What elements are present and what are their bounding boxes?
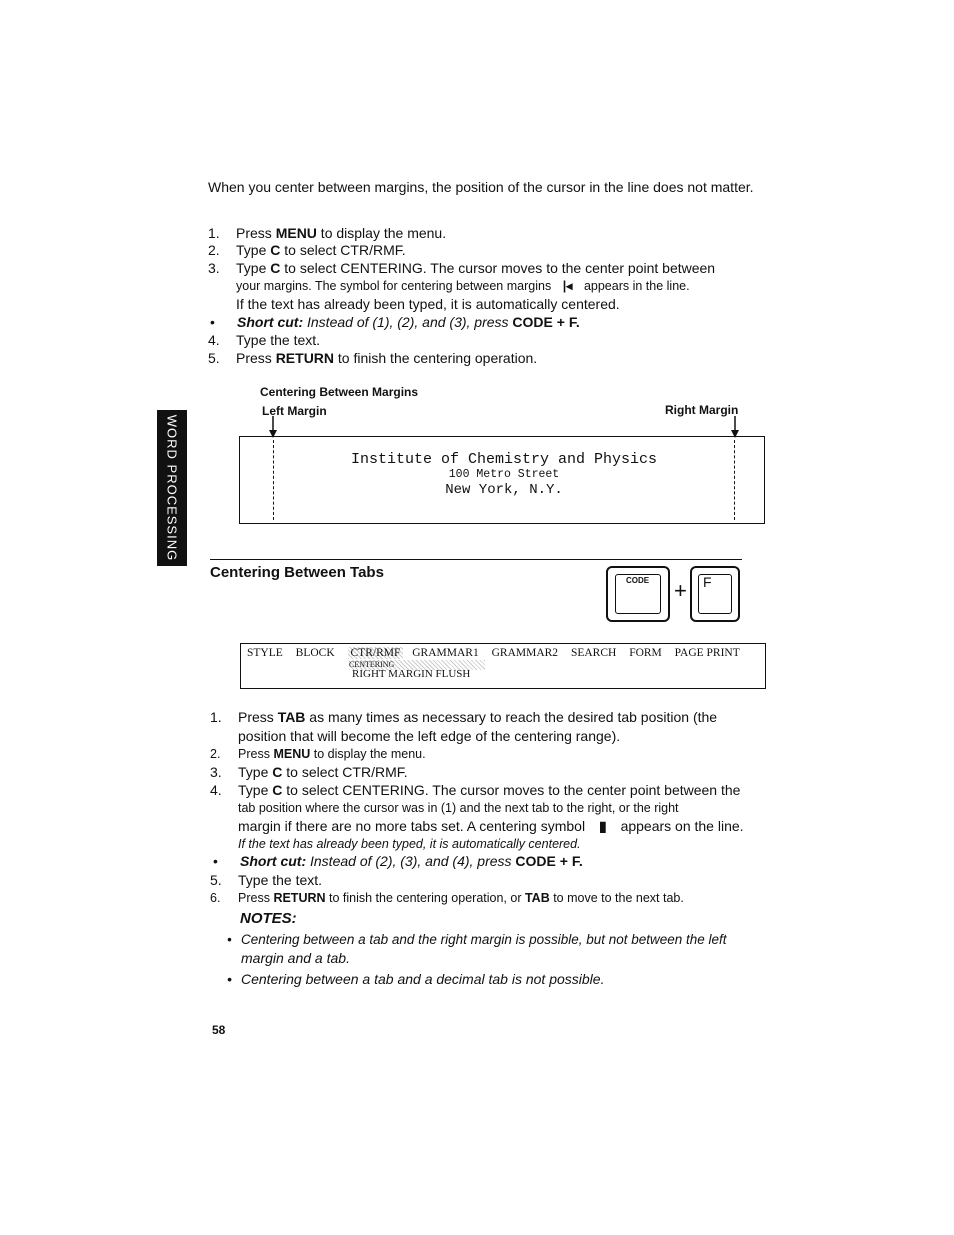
step-number: 5. [210, 872, 222, 888]
step-key: MENU [275, 225, 317, 241]
step-key: C [272, 764, 283, 780]
tab-step-4-cont3 [238, 835, 778, 853]
bullet: • [227, 971, 232, 987]
shortcut-label: Short cut: [240, 853, 307, 869]
diagram-line-3: New York, N.Y. [445, 482, 563, 498]
center-margin-symbol-icon: |◂ [562, 279, 573, 293]
step-text: Type [236, 242, 271, 258]
step-text: to select CTR/RMF. [282, 764, 408, 780]
bullet: • [213, 853, 218, 869]
step-text: appears on the line. [620, 818, 744, 834]
step-key: RETURN [273, 891, 326, 905]
note-text: Centering between a tab and the right margin is possible, but not between the left [241, 932, 727, 947]
step-key: C [270, 242, 281, 258]
step-text: appears in the line. [583, 279, 690, 293]
menu-bar [247, 647, 740, 659]
shortcut-keys: CODE + F. [515, 853, 583, 869]
shortcut-label: Short cut: [237, 314, 304, 330]
page-number: 58 [212, 1023, 226, 1037]
step-key: TAB [277, 709, 306, 725]
menu-item-page-print: PAGE PRINT [674, 647, 740, 659]
step-number: 4. [210, 782, 222, 798]
step-text: Type the text. [236, 332, 321, 348]
menu-item-block: BLOCK [295, 647, 335, 659]
diagram-line-2: 100 Metro Street [448, 468, 560, 481]
shortcut-keys: CODE + F. [512, 314, 580, 330]
margin-step-3-cont1 [236, 277, 776, 295]
step-text: your margins. The symbol for centering between margins [236, 279, 552, 293]
right-margin-label: Right Margin [665, 403, 739, 417]
code-key-icon [606, 566, 670, 622]
menu-item-search: SEARCH [570, 647, 617, 659]
step-number: 6. [210, 891, 221, 905]
step-text: Press [238, 709, 278, 725]
step-number: 3. [210, 764, 222, 780]
step-text: to move to the next tab. [549, 891, 684, 905]
step-text: Type the text. [238, 872, 323, 888]
step-key: C [270, 260, 281, 276]
step-text: as many times as necessary to reach the desired tab position (the [305, 709, 718, 725]
step-text: to finish the centering operation. [334, 350, 538, 366]
tab-step-4-cont1: tab position where the cursor was in (1) and the next tab to the right, or the right [238, 801, 679, 815]
step-number: 1. [210, 709, 222, 725]
menu-item-grammar1: GRAMMAR1 [412, 647, 479, 659]
submenu-right-margin-flush: RIGHT MARGIN FLUSH [352, 668, 471, 680]
step-text: margin if there are no more tabs set. A centering symbol [238, 818, 586, 834]
section-divider [210, 559, 742, 560]
step-key: MENU [273, 747, 311, 761]
tab-center-symbol-icon: ▮ [598, 818, 607, 834]
menu-item-form: FORM [629, 647, 662, 659]
step-text: to select CTR/RMF. [280, 242, 406, 258]
section-title: Centering Between Tabs [210, 564, 384, 581]
step-key: C [272, 782, 283, 798]
submenu-centering: CENTERING [349, 660, 485, 670]
menu-item-grammar2: GRAMMAR2 [491, 647, 559, 659]
shortcut-text: Instead of (1), (2), and (3), press [303, 314, 513, 330]
step-number: 2. [210, 747, 221, 761]
step-number: 5. [208, 350, 220, 366]
step-text: to display the menu. [310, 747, 426, 761]
step-text: to display the menu. [316, 225, 447, 241]
step-text: Type [238, 764, 273, 780]
margin-step-3-cont2: If the text has already been typed, it is automatically centered. [236, 296, 620, 312]
diagram-line-1: Institute of Chemistry and Physics [350, 451, 658, 468]
side-tab [157, 410, 187, 566]
step-text: Press [236, 350, 276, 366]
step-text: Type [236, 260, 271, 276]
step-number: 4. [208, 332, 220, 348]
diagram-title: Centering Between Margins [260, 385, 419, 399]
notes-title: NOTES: [240, 910, 297, 927]
plus-sign: + [674, 578, 687, 603]
intro-paragraph: When you center between margins, the position of the cursor in the line does not matter. [208, 179, 754, 195]
code-key-label: CODE [626, 576, 650, 585]
step-text: If the text has already been typed, it is automatically centered. [238, 837, 581, 851]
bullet: • [210, 314, 215, 330]
tab-step-1-cont: position that will become the left edge of the centering range). [238, 728, 621, 744]
step-number: 2. [208, 242, 220, 258]
left-margin-line [273, 440, 274, 520]
step-key: RETURN [275, 350, 335, 366]
menu-item-ctr-rmf: CTR/RMF [348, 647, 404, 659]
step-text: to select CENTERING. The cursor moves to the center point between [280, 260, 716, 276]
step-text: to select CENTERING. The cursor moves to the center point between the [282, 782, 741, 798]
left-margin-label: Left Margin [262, 404, 327, 418]
step-number: 1. [208, 225, 220, 241]
step-number: 3. [208, 260, 220, 276]
bullet: • [227, 932, 232, 947]
step-text: Press [236, 225, 276, 241]
note-1-cont: margin and a tab. [241, 950, 350, 966]
side-tab-label: WORD PROCESSING [164, 414, 180, 562]
step-text: to finish the centering operation, or [325, 891, 525, 905]
f-key-icon [690, 566, 740, 622]
step-text: Type [238, 782, 273, 798]
step-key: TAB [524, 891, 550, 905]
tab-step-4-cont2 [238, 817, 778, 835]
step-text: Press [238, 891, 274, 905]
f-key-label: F [703, 574, 712, 590]
menu-item-style: STYLE [247, 647, 283, 659]
shortcut-text: Instead of (2), (3), and (4), press [306, 853, 516, 869]
step-text: Press [238, 747, 274, 761]
right-margin-line [734, 440, 735, 520]
note-text: Centering between a tab and a decimal tab is not possible. [241, 971, 605, 987]
